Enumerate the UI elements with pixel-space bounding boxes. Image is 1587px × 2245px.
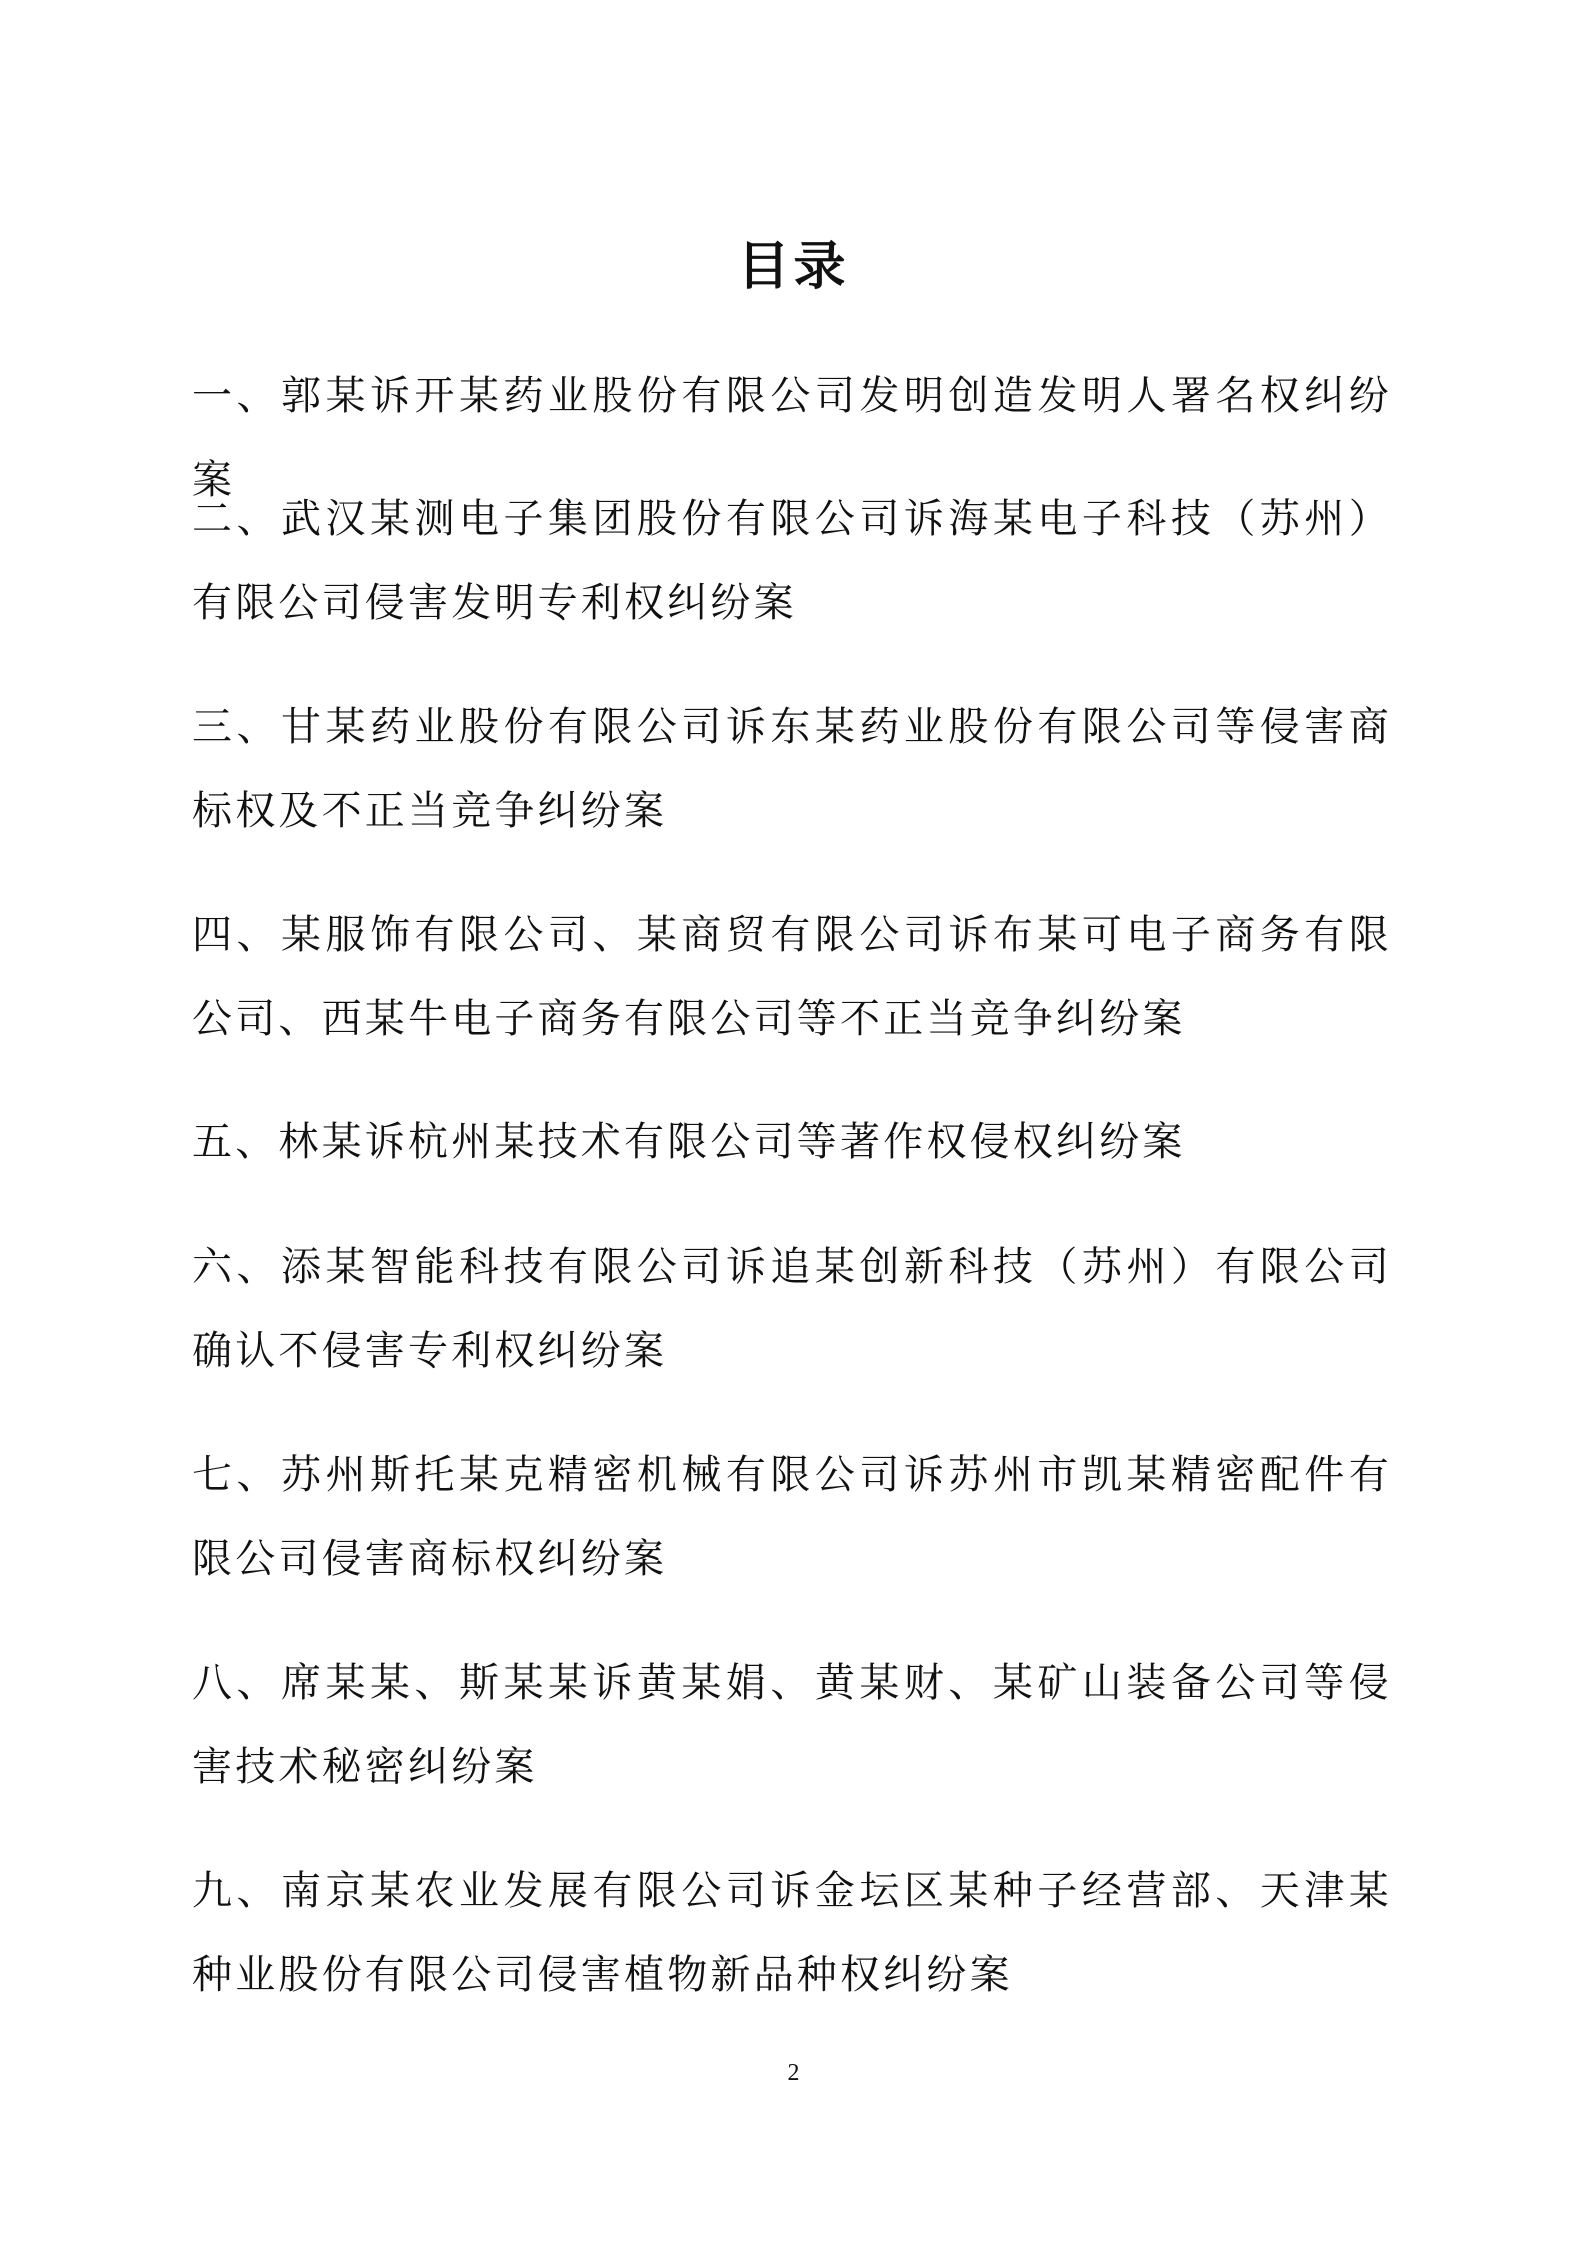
page-number: 2 <box>787 2060 800 2086</box>
toc-item-7: 七、苏州斯托某克精密机械有限公司诉苏州市凯某精密配件有限公司侵害商标权纠纷案 <box>192 1452 1392 1582</box>
toc-item-2: 二、武汉某测电子集团股份有限公司诉海某电子科技（苏州）有限公司侵害发明专利权纠纷案 <box>192 496 1392 626</box>
toc-item-4: 四、某服饰有限公司、某商贸有限公司诉布某可电子商务有限公司、西某牛电子商务有限公司等不正当竞争纠纷案 <box>192 912 1392 1042</box>
toc-item-3: 三、甘某药业股份有限公司诉东某药业股份有限公司等侵害商标权及不正当竞争纠纷案 <box>192 704 1392 834</box>
toc-item-6: 六、添某智能科技有限公司诉追某创新科技（苏州）有限公司确认不侵害专利权纠纷案 <box>192 1244 1392 1374</box>
toc-item-9: 九、南京某农业发展有限公司诉金坛区某种子经营部、天津某种业股份有限公司侵害植物新品种权纠纷案 <box>192 1868 1392 1998</box>
toc-item-8: 八、席某某、斯某某诉黄某娟、黄某财、某矿山装备公司等侵害技术秘密纠纷案 <box>192 1660 1392 1790</box>
page-title: 目录 <box>737 237 850 297</box>
toc-item-5: 五、林某诉杭州某技术有限公司等著作权侵权纠纷案 <box>192 1119 1186 1165</box>
toc-item-1: 一、郭某诉开某药业股份有限公司发明创造发明人署名权纠纷案 <box>192 373 1392 503</box>
